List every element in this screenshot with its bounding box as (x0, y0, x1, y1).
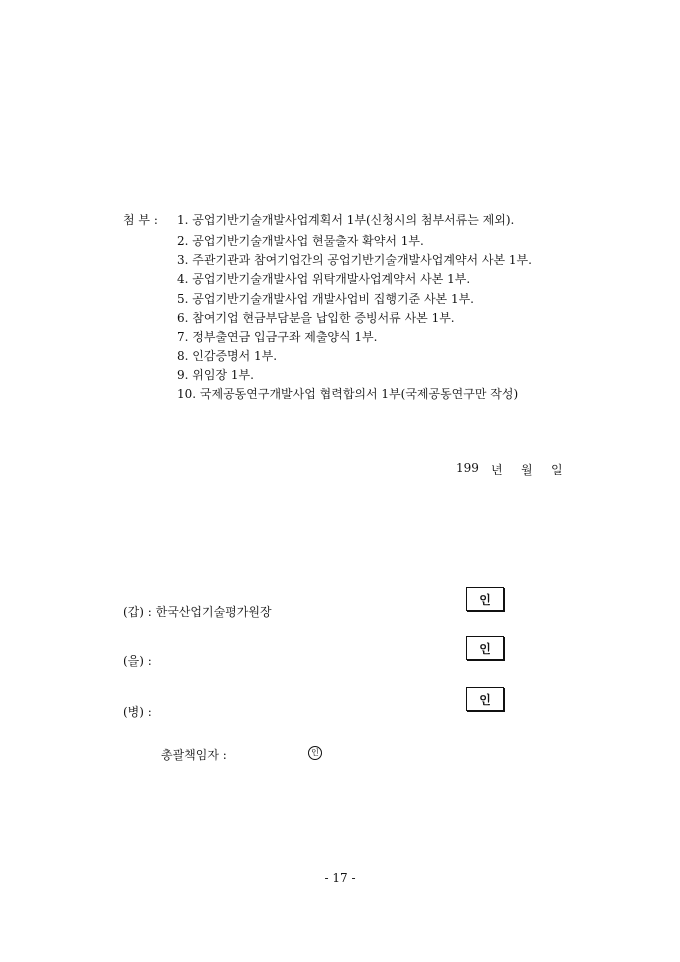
attachment-item-2: 2. 공업기반기술개발사업 현물출자 확약서 1부. (177, 234, 424, 248)
party-byeong: (병) : (123, 705, 152, 719)
attachment-item-4: 4. 공업기반기술개발사업 위탁개발사업계약서 사본 1부. (177, 272, 471, 286)
date-day-unit: 일 (551, 463, 563, 477)
manager-label: 총괄책임자 : (161, 748, 227, 762)
page-number: - 17 - (324, 871, 356, 885)
attachments-label: 첨 부 : (123, 213, 158, 227)
attachment-item-3: 3. 주관기관과 참여기업간의 공업기반기술개발사업계약서 사본 1부. (177, 253, 532, 267)
party-gap: (갑) : 한국산업기술평가원장 (123, 605, 272, 619)
attachment-item-7: 7. 정부출연금 입금구좌 제출양식 1부. (177, 330, 378, 344)
seal-box-byeong: 인 (466, 687, 504, 711)
attachment-item-10: 10. 국제공동연구개발사업 협력합의서 1부(국제공동연구만 작성) (177, 387, 519, 401)
seal-box-gap: 인 (466, 587, 504, 611)
attachment-item-9: 9. 위임장 1부. (177, 368, 254, 382)
attachment-item-8: 8. 인감증명서 1부. (177, 349, 278, 363)
date-year: 199 (456, 461, 479, 475)
attachment-item-1: 1. 공업기반기술개발사업계획서 1부(신청시의 첨부서류는 제외). (177, 213, 515, 227)
date-year-unit: 년 (491, 463, 503, 477)
party-eul: (을) : (123, 654, 152, 668)
seal-box-eul: 인 (466, 636, 504, 660)
attachment-item-6: 6. 참여기업 현금부담분을 납입한 증빙서류 사본 1부. (177, 311, 455, 325)
seal-stamp-icon: 인 (308, 746, 322, 760)
attachment-item-5: 5. 공업기반기술개발사업 개발사업비 집행기준 사본 1부. (177, 292, 474, 306)
date-month-unit: 월 (521, 463, 533, 477)
